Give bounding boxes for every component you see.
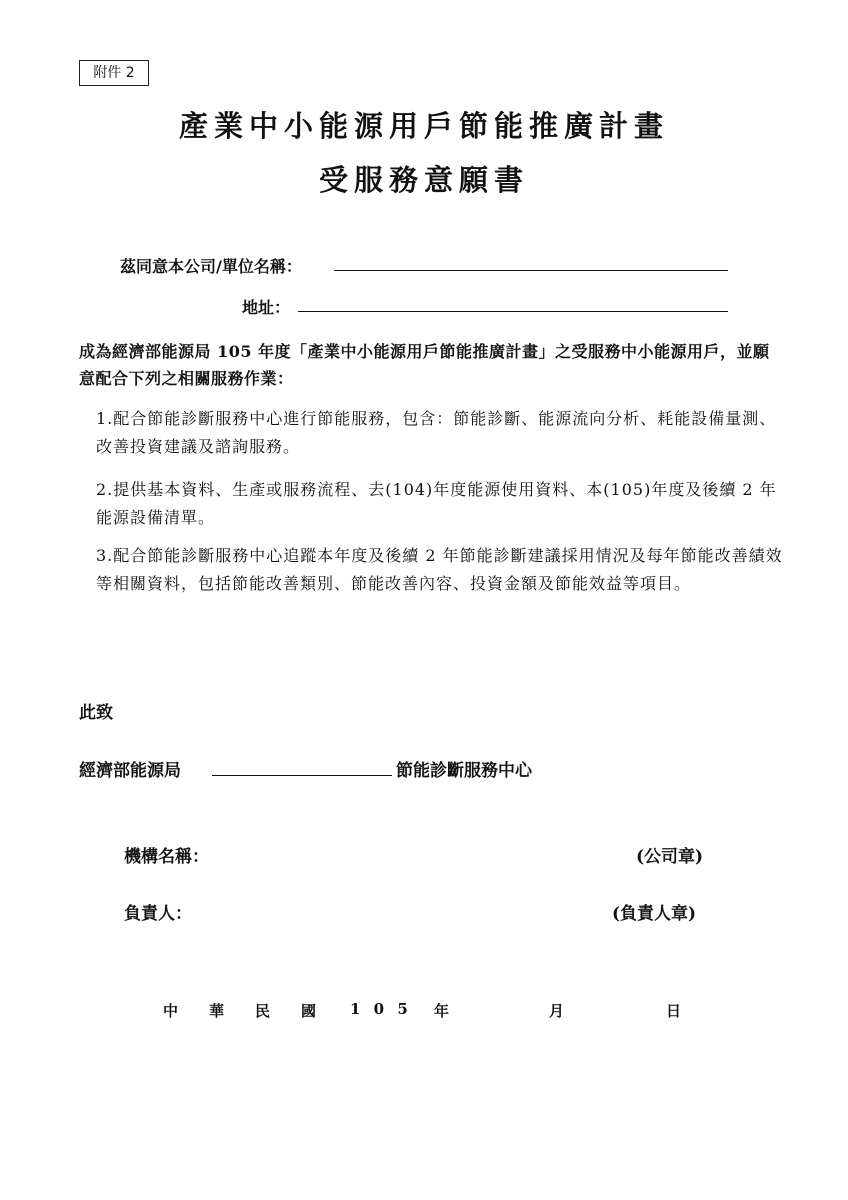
date-char-3: 民 (255, 1002, 271, 1020)
recipient-blank-line[interactable] (212, 775, 392, 776)
item-text: 配合節能診斷服務中心追蹤本年度及後續 2 年節能診斷建議採用情況及每年節能改善績效等相關資料，包括節能改善類別、節能改善內容、投資金額及節能效益等項目。 (96, 546, 783, 593)
list-item (96, 476, 784, 532)
item-text: 提供基本資料、生產或服務流程、去(104)年度能源使用資料、本(105)年度及後續 2 年能源設備清單。 (96, 480, 777, 527)
list-item (96, 542, 784, 598)
person-in-charge-label: 負責人： (124, 904, 192, 924)
item-number: 2. (96, 480, 114, 499)
address-label: 地址： (242, 298, 291, 317)
attachment-label: 附件 2 (79, 60, 149, 86)
company-name-label: 茲同意本公司/單位名稱： (120, 257, 302, 276)
closing-to: 此致 (79, 703, 113, 723)
item-number: 1. (96, 409, 114, 428)
intro-paragraph: 成為經濟部能源局 105 年度「產業中小能源用戶節能推廣計畫」之受服務中小能源用戶，並願意配合下列之相關服務作業： (79, 342, 770, 388)
date-char-1: 中 (163, 1002, 179, 1020)
document-title: 產業中小能源用戶節能推廣計畫 (178, 109, 669, 143)
document-subtitle: 受服務意願書 (318, 163, 529, 197)
date-day-unit: 日 (666, 1002, 682, 1020)
date-year: 1 0 5 (350, 1000, 412, 1018)
date-month-unit: 月 (549, 1002, 565, 1020)
item-number: 3. (96, 546, 114, 565)
date-char-4: 國 (301, 1002, 317, 1020)
date-year-unit: 年 (434, 1002, 450, 1020)
recipient-suffix: 節能診斷服務中心 (396, 761, 532, 781)
org-name-label: 機構名稱： (124, 847, 209, 867)
company-name-line[interactable] (334, 270, 728, 271)
item-text: 配合節能診斷服務中心進行節能服務，包含：節能診斷、能源流向分析、耗能設備量測、改善投資建議及諮詢服務。 (96, 409, 777, 456)
address-line[interactable] (298, 311, 728, 312)
date-char-2: 華 (209, 1002, 225, 1020)
list-item (96, 405, 784, 461)
recipient-prefix: 經濟部能源局 (79, 761, 181, 781)
person-seal-label: (負責人章) (612, 904, 697, 924)
company-seal-label: (公司章) (636, 847, 704, 867)
